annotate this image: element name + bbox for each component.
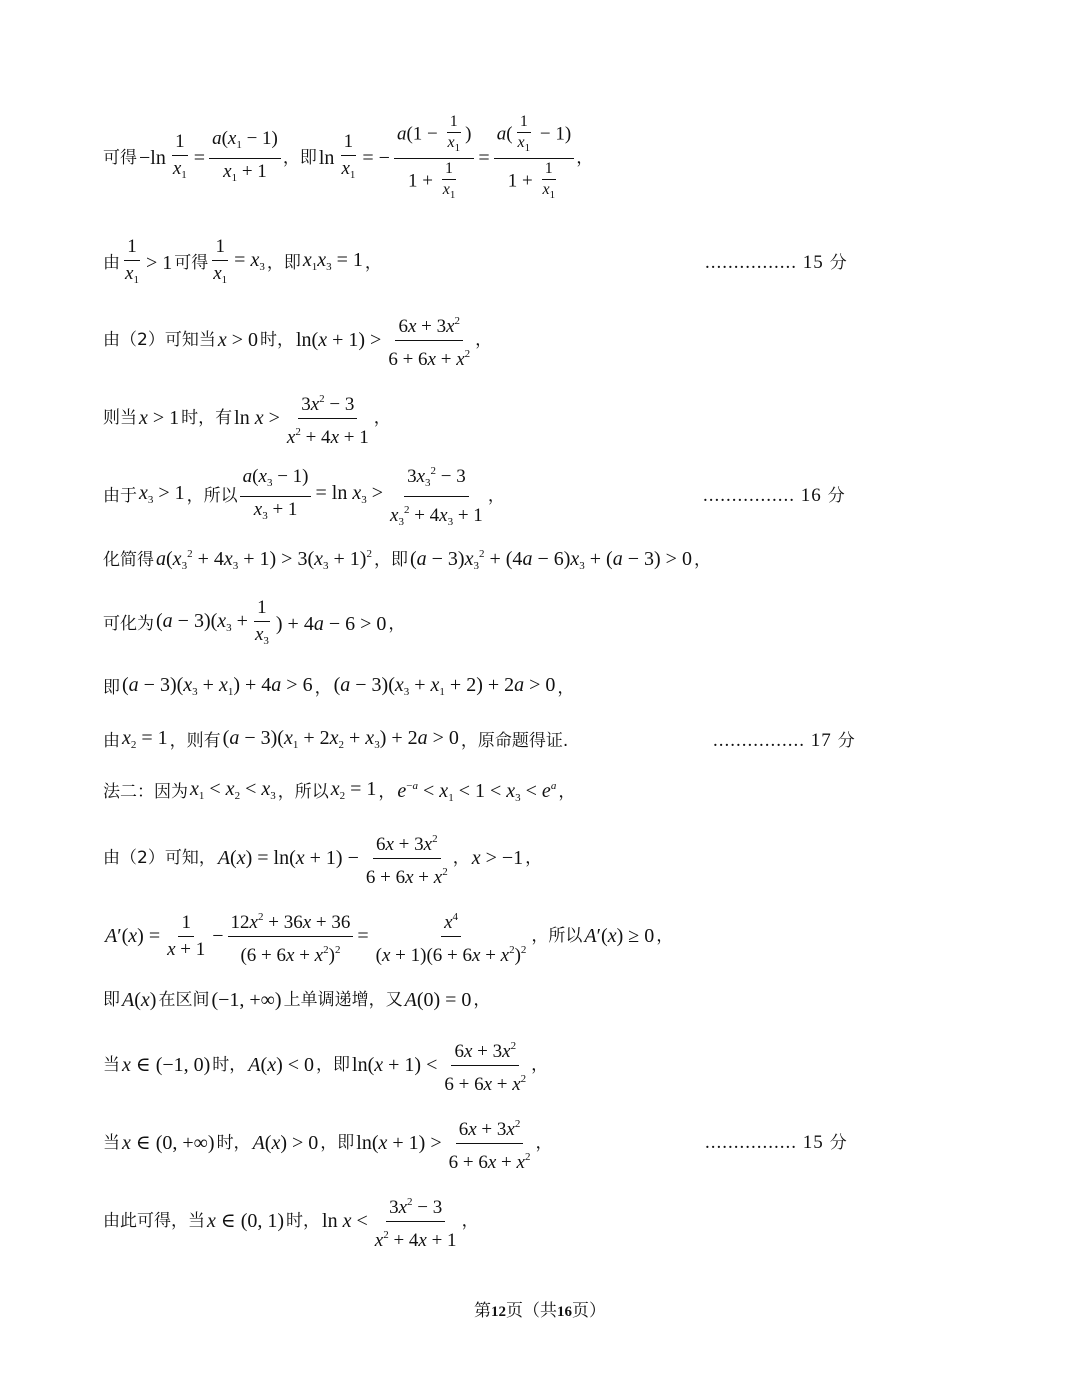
line-6: 化简得 $a(x_3^2 + 4x_3 + 1) > 3(x_3 + 1)^2$ ，即 $(a - 3)x_3^2 + (4a - 6)x_3 + (a - 3) > 0$ ， [103,548,711,572]
score-mark-3: ................ 17 分 [713,730,855,751]
fraction: $\frac{a(x_3 - 1)}{x_3 + 1}$ [240,465,312,528]
fraction: $\frac{3x^2 - 3}{x^2 + 4x + 1}$ [372,1190,460,1253]
fraction: $\frac{1}{x + 1}$ [167,911,206,960]
line-1: 可得 −ln $\frac{1}{x_1}$ = $\frac{a(x_1 - 1)}{x_1 + 1}$ ，即 ln $\frac{1}{x_1}$ = − a(1 − $\frac{1}{x_1}$ ) 1 + $\frac{1}{x_1}$ = a( $\frac{1}{x_1}$ − 1) 1 + $\frac{1}{x_1}$ ， [103,148,593,168]
fraction: a( $\frac{1}{x_1}$ − 1) 1 + $\frac{1}{x_1}$ [494,113,574,204]
line-1-label: 可得 [103,148,137,168]
fraction: $\frac{1}{x_1}$ [172,130,187,181]
fraction: $\frac{1}{x_3}$ [254,596,269,647]
score-mark-2: ................ 16 分 [703,485,845,506]
math: −ln [139,147,166,169]
score-mark-1: ................ 15 分 [705,252,847,273]
fraction: $\frac{x^4}{(x + 1)(6 + 6x + x^2)^2}$ [373,905,530,968]
fraction: $\frac{1}{x_1}$ [341,130,356,181]
page-number: 12 [491,1304,506,1320]
score-mark-4: ................ 15 分 [705,1132,847,1153]
line-11: 由（2）可知， A(x) = ln(x + 1) − $\frac{6x + 3x^2}{6 + 6x + x^2}$ ， x > −1 ， [103,848,542,868]
line-2: 由 $\frac{1}{x_1}$ > 1 可得 $\frac{1}{x_1}$ = $x_3$ ，即 $x_1x_3 = 1$ ， [103,253,382,273]
fraction: $\frac{12x^2 + 36x + 36}{(6 + 6x + x^2)^2}$ [228,905,354,968]
line-15: 当 x ∈ (0, +∞) 时， A(x) > 0 ，即 ln(x + 1) > $\frac{6x + 3x^2}{6 + 6x + x^2}$ ， [103,1133,552,1153]
line-16: 由此可得，当 x ∈ (0, 1) 时， ln x < $\frac{3x^2 - 3}{x^2 + 4x + 1}$ ， [103,1211,479,1231]
fraction: $\frac{6x + 3x^2}{6 + 6x + x^2}$ [441,1034,529,1097]
page-footer: 第12页（共16页） [474,1301,606,1321]
line-4: 则当 x > 1 时，有 ln x > $\frac{3x^2 - 3}{x^2 + 4x + 1}$ ， [103,408,391,428]
fraction: $\frac{3x^2 - 3}{x^2 + 4x + 1}$ [284,387,372,450]
fraction: $\frac{1}{x_1}$ [213,235,228,286]
line-8: 即 $(a - 3)(x_3 + x_1) + 4a > 6$ ， $(a - 3)(x_3 + x_1 + 2) + 2a > 0$ ， [103,673,575,698]
line-7: 可化为 $(a - 3)(x_3$ + $\frac{1}{x_3}$ ) + 4a − 6 > 0 ， [103,614,405,634]
fraction: $\frac{6x + 3x^2}{6 + 6x + x^2}$ [385,309,473,372]
line-1-sep: ，即 [282,148,317,168]
fraction: $\frac{a(x_1 - 1)}{x_1 + 1}$ [209,127,281,190]
line-10: 法二：因为 $x_1 < x_2 < x_3$ ，所以 $x_2 = 1$ ， $e^{-a} < x_1 < 1 < x_3 < e^a$ ， [103,777,576,804]
line-13: 即 A(x) 在区间 (−1, +∞) 上单调递增，又 A(0) = 0 ， [103,989,491,1011]
line-3: 由（2）可知当 x > 0 时， ln(x + 1) > $\frac{6x + 3x^2}{6 + 6x + x^2}$ ， [103,330,492,350]
page-total: 16 [557,1304,572,1320]
fraction: $\frac{3x_3^2 - 3}{x_3^2 + 4x_3 + 1}$ [387,459,486,534]
fraction: $\frac{6x + 3x^2}{6 + 6x + x^2}$ [446,1112,534,1175]
fraction: a(1 − $\frac{1}{x_1}$ ) 1 + $\frac{1}{x_1}$ [394,113,474,204]
line-14: 当 x ∈ (−1, 0) 时， A(x) < 0 ，即 ln(x + 1) < $\frac{6x + 3x^2}{6 + 6x + x^2}$ ， [103,1055,548,1075]
fraction: $\frac{6x + 3x^2}{6 + 6x + x^2}$ [363,827,451,890]
line-12: A′(x) = $\frac{1}{x + 1}$ − $\frac{12x^2 + 36x + 36}{(6 + 6x + x^2)^2}$ = $\frac{x^4}{(x + 1)(6 + 6x + x^2)^2}$ ，所以 A′(x) ≥ 0 ， [103,926,673,946]
fraction: $\frac{1}{x_1}$ [125,235,139,286]
line-5: 由于 $x_3 > 1$ ，所以 $\frac{a(x_3 - 1)}{x_3 + 1}$ = $\ln x_3$ > $\frac{3x_3^2 - 3}{x_3^2 + 4x_3 + 1}$ ， [103,486,505,506]
line-9: 由 $x_2 = 1$ ，则有 $(a - 3)(x_1 + 2x_2 + x_3) + 2a > 0$ ，原命题得证. [103,726,569,751]
